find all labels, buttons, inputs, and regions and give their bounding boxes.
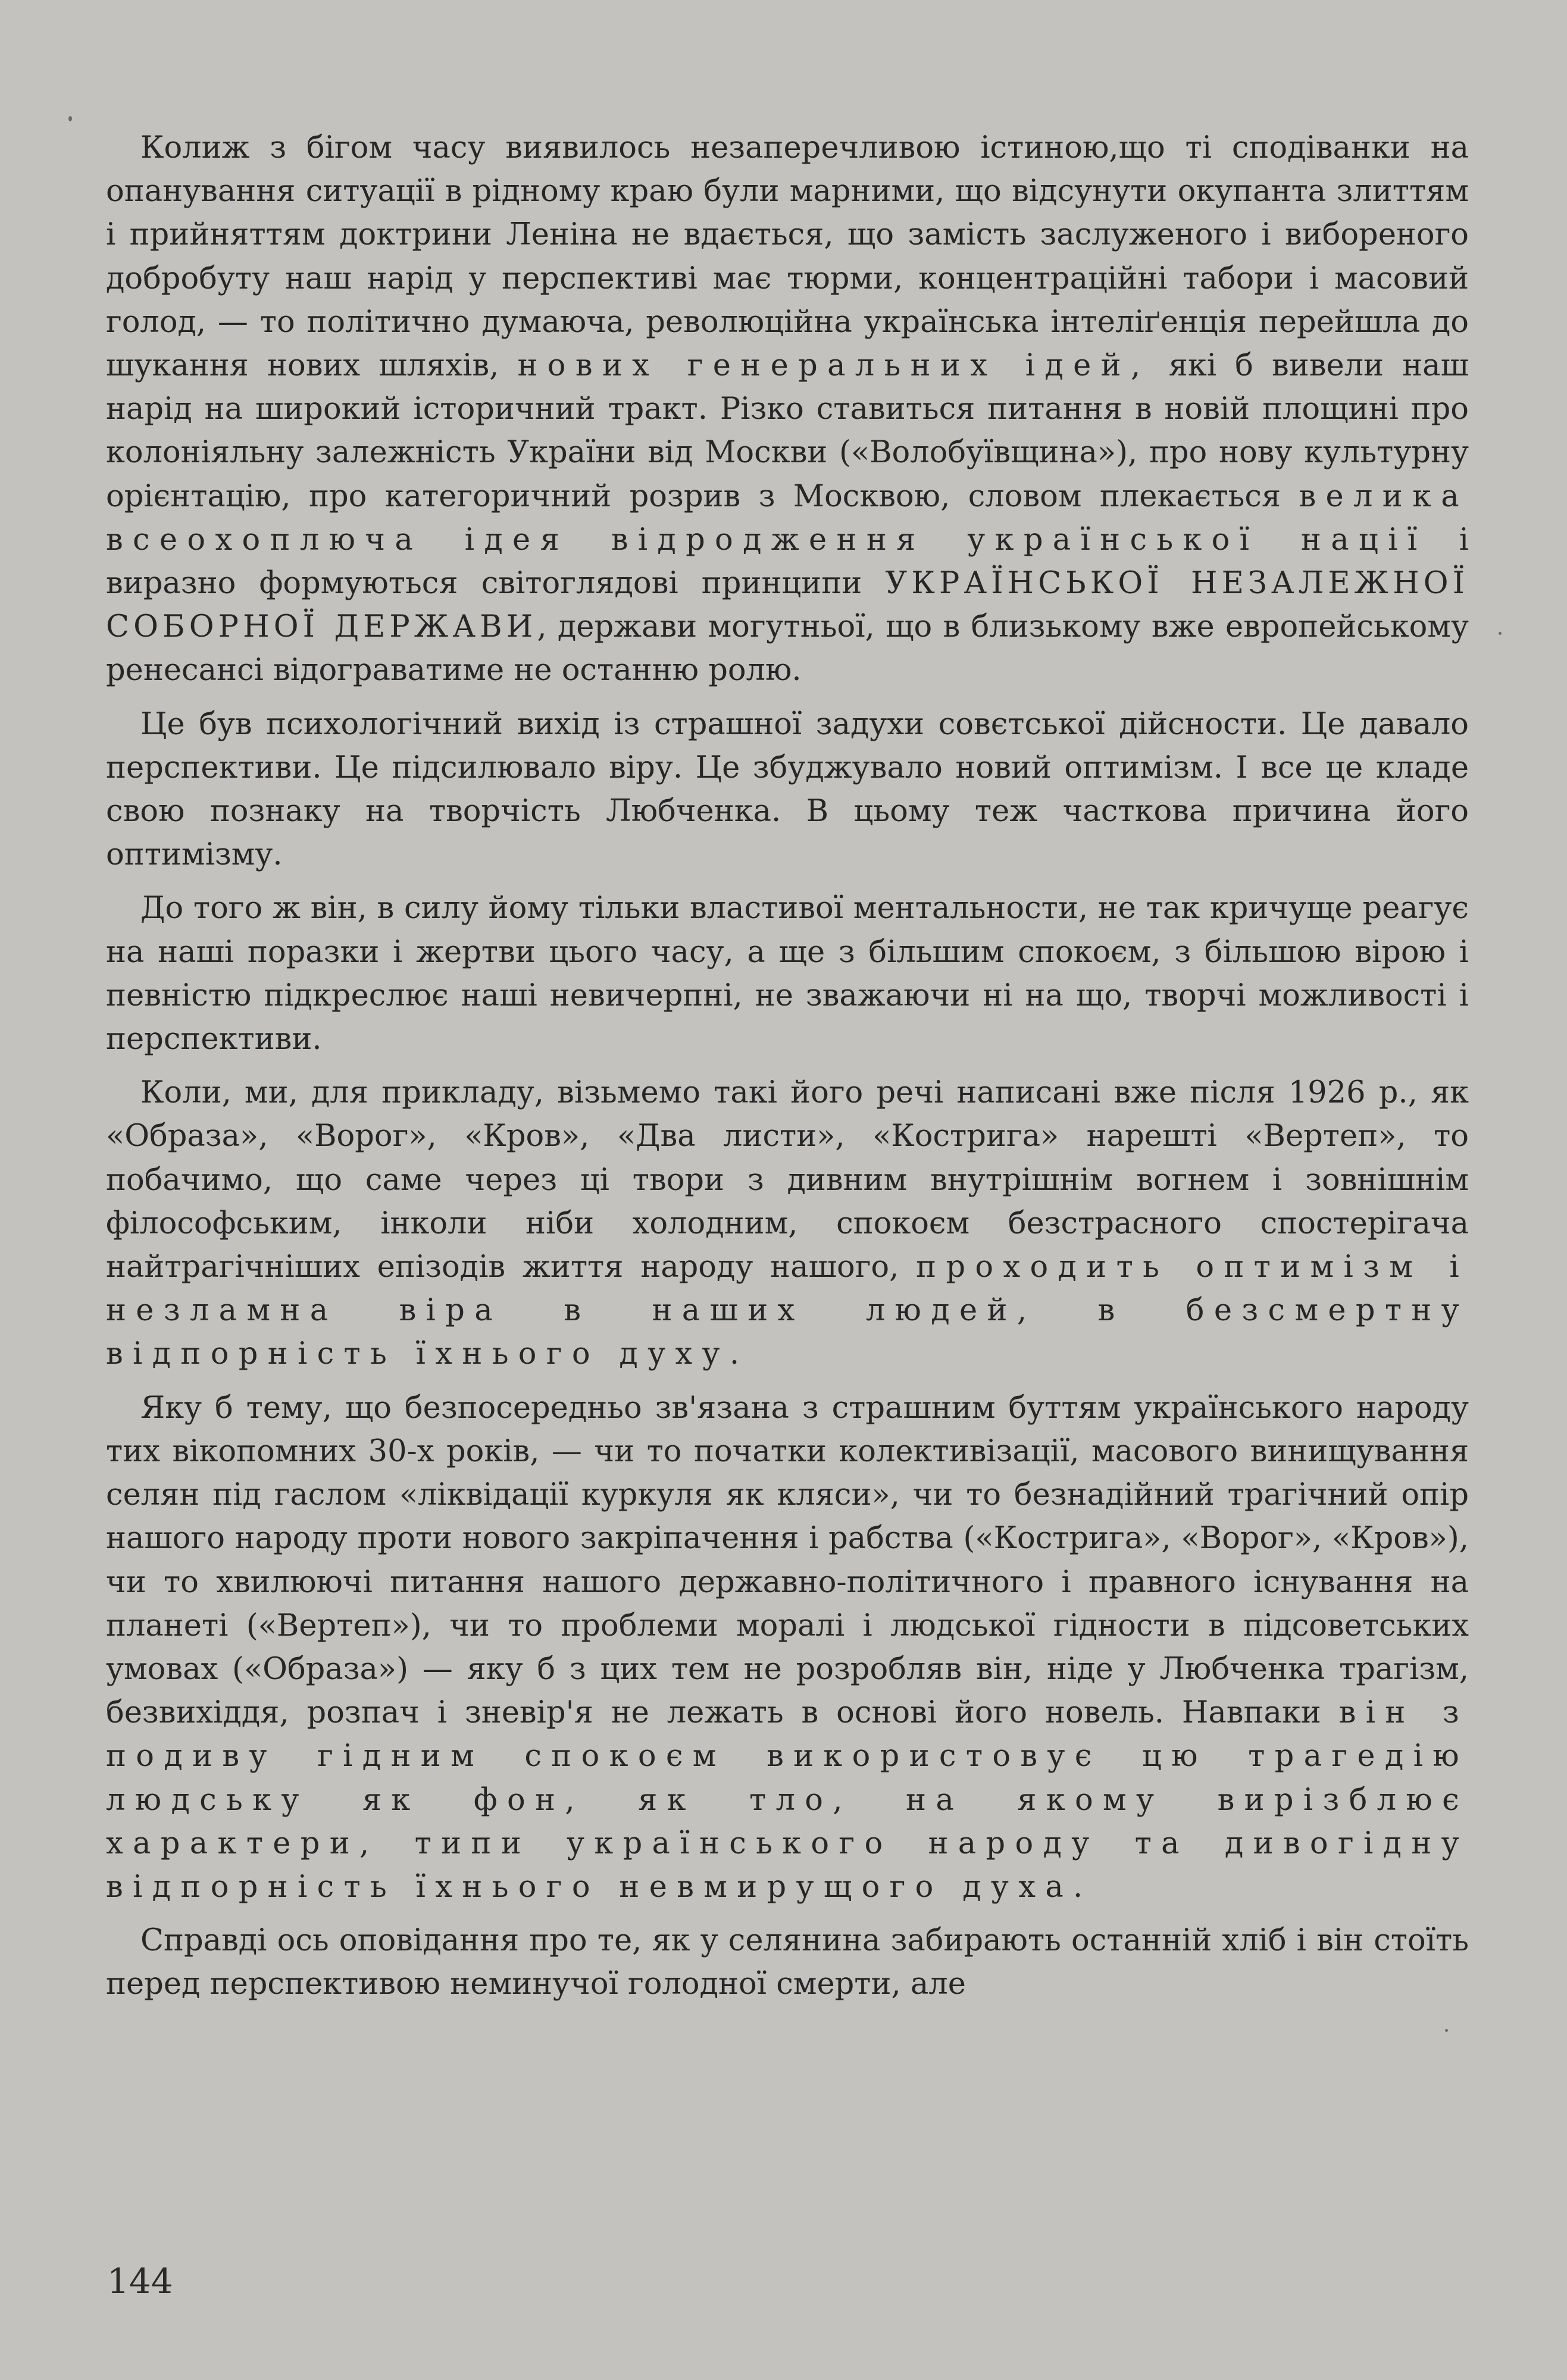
emphasized-text: велика всеохоплюча ідея відродження української нації bbox=[106, 478, 1469, 558]
text-run: Це був психологічний вихід із страшної задухи совєтської дійсности. Це давало перспективи. Це підсилювало віру. Це збуджувало новий оптимізм. І все це кладе свою познаку на творчість Любченка. В цьому теж часткова причина його оптимізму. bbox=[106, 706, 1469, 873]
page-number: 144 bbox=[107, 2261, 173, 2301]
text-run: Справді ось оповідання про те, як у селянина забирають останній хліб і він стоїть перед перспективою неминучої голодної смерти, але bbox=[106, 1923, 1469, 2002]
text-run: Яку б тему, що безпосередньо зв'язана з страшним буттям українського народу тих вікопомних 30-х років, — чи то початки колективізації, масового винищування селян під гаслом «ліквідації куркуля як кляси», чи то безнадійний трагічний опір нашого народу проти нового закріпачення і рабства («Кострига», «Ворог», «Кров»), чи то хвилюючі питання нашого державно-політичного і правного існування на планеті («Вертеп»), чи то проблеми моралі і людської гідности в підсоветських умовах («Образа») — яку б з цих тем не розробляв він, ніде у Любченка трагізм, безвихіддя, розпач і зневір'я не лежать в основі його новель. Навпаки bbox=[106, 1390, 1469, 1731]
print-speck bbox=[1445, 2029, 1448, 2032]
print-speck bbox=[1499, 632, 1502, 635]
body-text bbox=[106, 126, 1469, 2016]
emphasized-text: проходить оптимізм і незламна віра в наших людей, в безсмертну відпорність їхнього духу. bbox=[106, 1250, 1469, 1372]
text-run: Колиж з бігом часу виявилось незаперечливою істиною,що ті сподіванки на опанування ситуації в рідному краю були марними, що відсунути окупанта злиттям і прийняттям доктрини Леніна не вдається, що замість заслуженого і вибореного добробуту наш нарід у перспективі має тюрми, концентраційні табори і масовий голод, — то політично думаюча, революційна українська інтеліґенція перейшла до шукання нових шляхів, bbox=[106, 130, 1469, 384]
text-run: Коли, ми, для прикладу, візьмемо такі його речі написані вже після 1926 р., як «Образа», «Ворог», «Кров», «Два листи», «Кострига» нарешті «Вертеп», то побачимо, що саме через ці твори з дивним внутрішнім вогнем і зовнішнім філософським, інколи ніби холодним, спокоєм безстрасного спостерігача найтрагічніших епізодів життя народу нашого, bbox=[106, 1075, 1469, 1285]
text-run: які б вивели наш нарід на широкий історичний тракт. Різко ставиться питання в новій площині про колоніяльну залежність України від Москви («Волобуївщина»), про нову культурну орієнтацію, про категоричний розрив з Москвою, словом плекається bbox=[106, 348, 1469, 514]
emphasized-text: УКРАЇНСЬКОЇ НЕЗАЛЕЖНОЇ СОБОРНОЇ ДЕРЖАВИ bbox=[106, 566, 1469, 645]
paragraph bbox=[106, 126, 1469, 693]
text-run: До того ж він, в силу йому тільки властивої ментальности, не так кричуще реагує на наші поразки і жертви цього часу, а ще з більшим спокоєм, з більшою вірою і певністю підкреслює наші невичерпні, не зважаючи ні на що, творчі можливості і перспективи. bbox=[106, 891, 1469, 1057]
paragraph bbox=[106, 1386, 1469, 1909]
text-run: , держави могутньої, що в близькому вже европейському ренесансі відограватиме не останню ролю. bbox=[106, 609, 1469, 688]
paragraph bbox=[106, 1919, 1469, 2006]
text-run: і виразно формуються світоглядові принципи bbox=[106, 522, 1469, 602]
paragraph bbox=[106, 887, 1469, 1061]
emphasized-text: нових генеральних ідей, bbox=[517, 348, 1150, 384]
paragraph bbox=[106, 1071, 1469, 1376]
paragraph bbox=[106, 703, 1469, 877]
print-speck bbox=[68, 116, 72, 121]
emphasized-text: він з подиву гідним спокоєм використовує цю трагедію людську як фон, як тло, на якому вирізблює характери, типи українського народу та дивогідну відпорність їхнього невмирущого духа. bbox=[106, 1695, 1469, 1905]
